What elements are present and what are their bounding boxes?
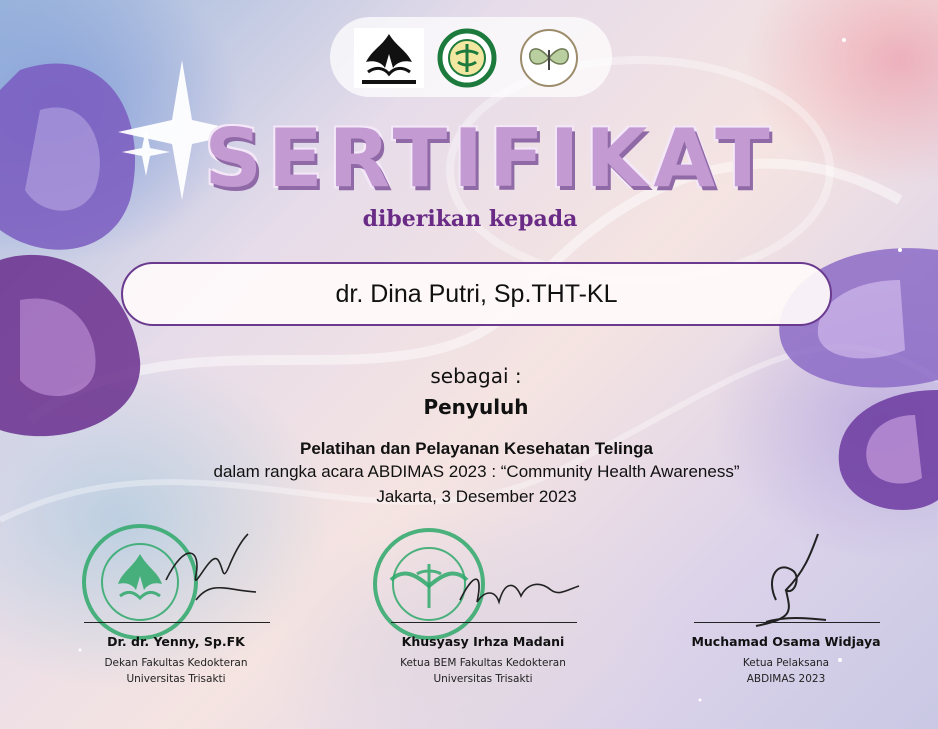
place-date: Jakarta, 3 Desember 2023 (376, 487, 577, 506)
signatory-dean (56, 520, 296, 690)
signatory-bem-chair (363, 520, 603, 690)
signatory-organization: Universitas Trisakti (433, 673, 533, 685)
abdimas-logo (516, 28, 582, 88)
signature-line (391, 622, 577, 623)
universitas-trisakti-logo (354, 28, 424, 88)
signatory-position: Dekan Fakultas Kedokteran (104, 657, 248, 669)
event-title: Pelatihan dan Pelayanan Kesehatan Telinga (299, 439, 654, 458)
signature-line (84, 622, 270, 623)
signatory-position: Ketua BEM Fakultas Kedokteran (400, 657, 566, 669)
bem-chair-signature (455, 560, 585, 620)
certificate-title: SERTIFIKAT (204, 112, 776, 205)
event-context: dalam rangka acara ABDIMAS 2023 : “Community Health Awareness” (213, 462, 740, 481)
signatory-organization: Universitas Trisakti (126, 673, 226, 685)
signatory-position: Ketua Pelaksana (742, 657, 830, 669)
signatory-organization: ABDIMAS 2023 (746, 673, 826, 685)
signatory-name: Dr. dr. Yenny, Sp.FK (107, 634, 245, 649)
dean-signature (156, 520, 266, 620)
recipient-name-box (121, 262, 832, 326)
signatory-event-chair (666, 520, 906, 690)
recipient-name: dr. Dina Putri, Sp.THT-KL (335, 280, 618, 308)
event-chair-signature (746, 530, 836, 630)
certificate-subtitle: diberikan kepada (362, 206, 578, 232)
signatory-name: Muchamad Osama Widjaya (691, 634, 881, 649)
as-label: sebagai : (430, 364, 522, 388)
signatory-name: Khusyasy Irhza Madani (401, 634, 565, 649)
signature-line (694, 622, 880, 623)
bem-logo (432, 28, 502, 88)
recipient-role: Penyuluh (423, 395, 529, 419)
